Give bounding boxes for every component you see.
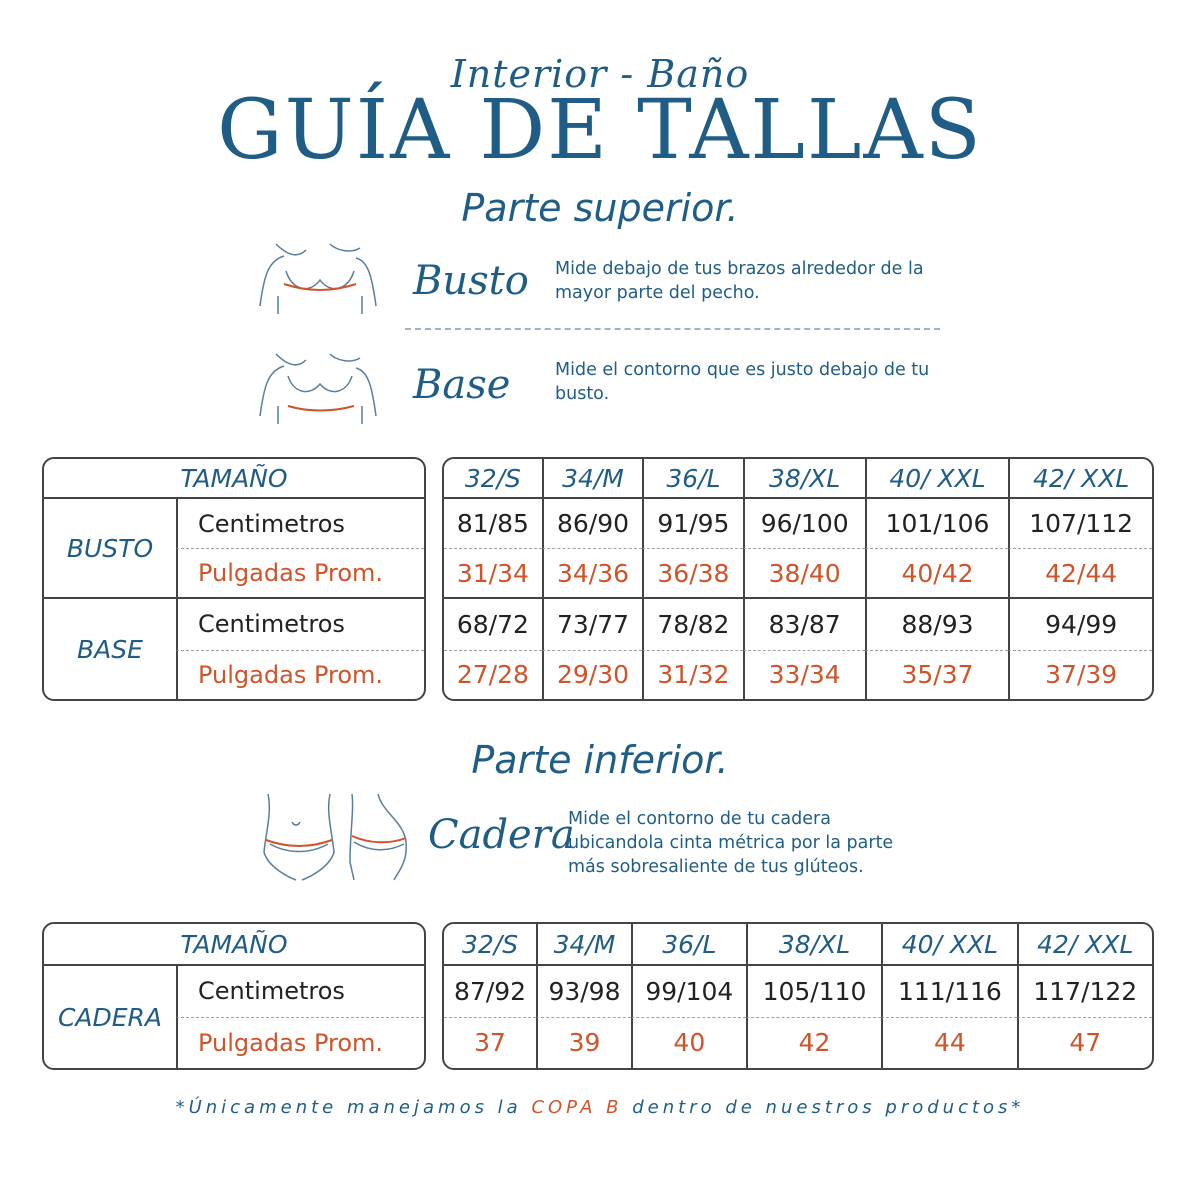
footnote-suffix: dentro de nuestros productos* [622,1097,1025,1118]
in-label: Pulgadas Prom. [176,549,424,597]
size-col: 40/ XXL [881,924,1016,966]
in-cell: 39 [536,1018,631,1068]
torso-bust-icon [258,236,383,316]
busto-description: Mide debajo de tus brazos alrededor de la mayor parte del pecho. [555,259,924,303]
in-label: Pulgadas Prom. [176,651,424,699]
cadera-description-line: ubicandola cinta métrica por la parte [568,833,894,853]
size-col: 36/L [631,924,746,966]
size-col: 42/ XXL [1017,924,1152,966]
in-cell: 38/40 [743,549,865,597]
cm-cell: 87/92 [444,966,536,1018]
busto-script-label: Busto [413,258,529,304]
guide-title: GUÍA DE TALLAS [217,83,983,178]
in-cell: 27/28 [456,660,529,690]
in-cell: 31/34 [456,558,529,588]
size-col: 38/XL [743,459,865,499]
cm-cell: 107/112 [1008,499,1152,549]
in-cell: 40/42 [865,549,1009,597]
in-cell: 35/37 [865,651,1009,699]
size-header: TAMAÑO [44,924,424,966]
in-cell: 29/30 [542,651,642,699]
cm-cell: 91/95 [642,499,742,549]
size-col: 36/L [642,459,742,499]
cm-cell: 96/100 [743,499,865,549]
cm-cell: 73/77 [542,597,642,650]
in-cell: 36/38 [642,549,742,597]
footnote-prefix: *Únicamente manejamos la [175,1097,532,1118]
size-col: 34/M [542,459,642,499]
cm-label: Centimetros [176,966,424,1018]
in-cell: 31/32 [642,651,742,699]
size-col: 42/ XXL [1008,459,1152,499]
hips-icon [258,792,418,882]
cm-cell: 117/122 [1017,966,1152,1018]
size-col: 38/XL [746,924,881,966]
bottom-table-labels [42,922,426,1070]
cm-cell: 101/106 [865,499,1009,549]
top-section-heading: Parte superior. [461,186,739,230]
cm-cell: 94/99 [1008,597,1152,650]
in-label: Pulgadas Prom. [176,1018,424,1068]
group-base: BASE [44,597,176,699]
base-script-label: Base [413,362,511,408]
cm-cell: 68/72 [444,597,542,650]
cm-cell: 81/85 [444,499,542,549]
guide-subtitle: Interior - Baño [450,52,750,96]
bottom-section-heading: Parte inferior. [471,738,729,782]
top-table-labels [42,457,426,701]
in-cell: 34/36 [542,549,642,597]
torso-underbust-icon [258,346,383,426]
cadera-description [568,807,948,879]
cm-cell: 83/87 [743,597,865,650]
in-cell: 47 [1017,1018,1152,1068]
in-cell: 33/34 [743,651,865,699]
in-cell: 40 [631,1018,746,1068]
cm-label: Centimetros [176,499,424,549]
size-col: 32/S [444,459,542,499]
group-busto: BUSTO [66,533,154,563]
footnote-highlight: COPA B [531,1097,623,1118]
in-cell: 37/39 [1008,651,1152,699]
size-col: 34/M [536,924,631,966]
divider [405,328,940,330]
top-table-values [442,457,1154,701]
footnote [0,1097,1200,1118]
size-header: TAMAÑO [44,459,424,499]
cadera-script-label: Cadera [428,812,575,858]
cm-cell: 88/93 [865,597,1009,650]
base-description: Mide el contorno que es justo debajo de tu busto. [555,360,930,404]
cm-cell: 111/116 [881,966,1016,1018]
cm-label: Centimetros [176,597,424,650]
in-cell: 42 [746,1018,881,1068]
in-cell: 37 [474,1028,506,1058]
cm-cell: 93/98 [536,966,631,1018]
group-cadera: CADERA [57,1002,163,1032]
size-col: 40/ XXL [865,459,1009,499]
bottom-table-values [442,922,1154,1070]
cm-cell: 99/104 [631,966,746,1018]
cm-cell: 78/82 [642,597,742,650]
cm-cell: 86/90 [542,499,642,549]
cadera-description-line: Mide el contorno de tu cadera [568,809,831,829]
cm-cell: 105/110 [746,966,881,1018]
size-col: 32/S [444,924,536,966]
in-cell: 42/44 [1008,549,1152,597]
cadera-description-line: más sobresaliente de tus glúteos. [568,857,864,877]
in-cell: 44 [881,1018,1016,1068]
